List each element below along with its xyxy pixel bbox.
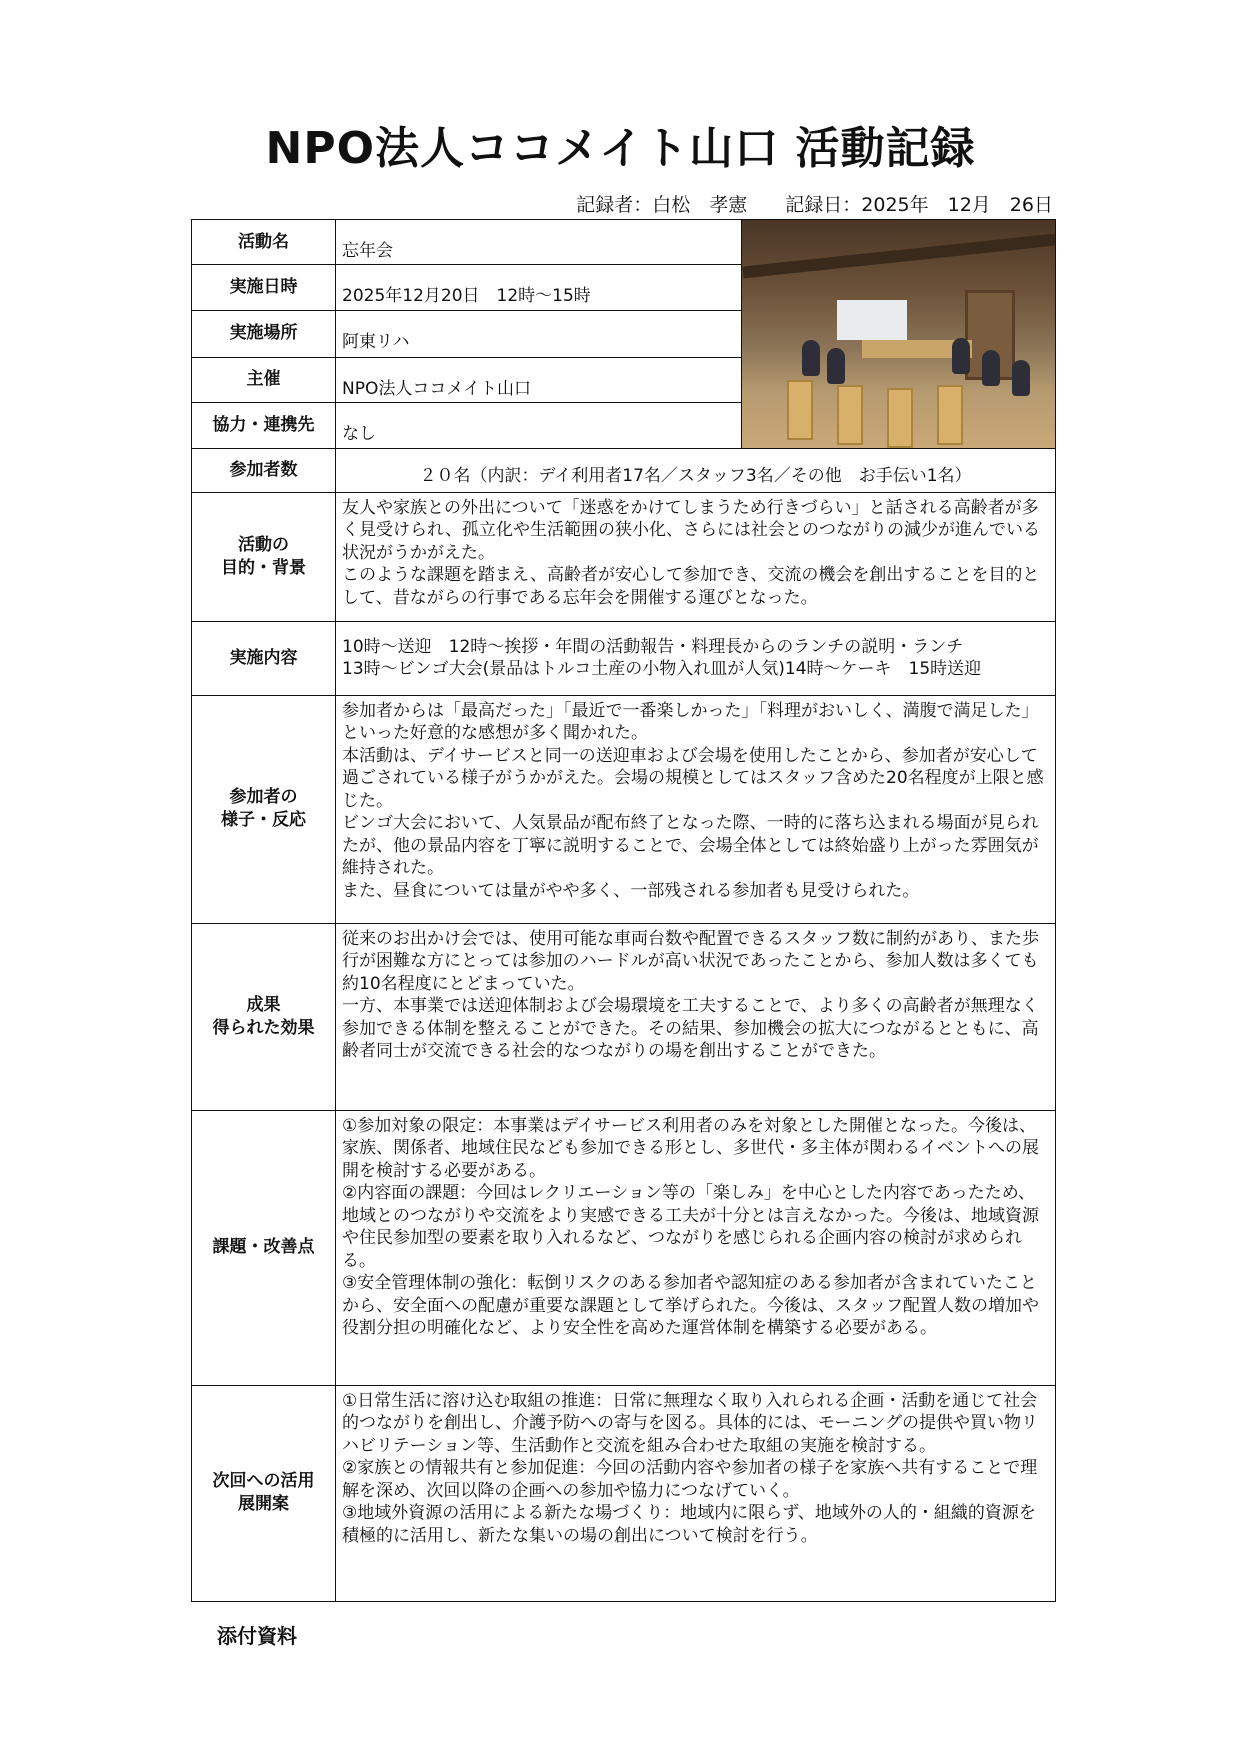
recorder: 記録者：白松 孝憲 — [576, 194, 748, 216]
label-reaction: 参加者の 様子・反応 — [192, 695, 336, 923]
row-issues — [192, 1110, 1056, 1385]
label-activity-name: 活動名 — [192, 220, 336, 265]
row-reaction — [192, 695, 1056, 923]
row-results — [192, 923, 1056, 1110]
row-purpose — [192, 492, 1056, 621]
label-date-time: 実施日時 — [192, 265, 336, 311]
row-participants — [192, 449, 1056, 493]
page-title: NPO法人ココメイト山口 活動記録 — [265, 123, 976, 174]
label-partners: 協力・連携先 — [192, 402, 336, 448]
value-issues: ①参加対象の限定：本事業はデイサービス利用者のみを対象とした開催となった。今後は、家族、関係者、地域住民なども参加できる形とし、多世代・多主体が関わるイベントへの展開を検討する必要がある。 ②内容面の課題：今回はレクリエーション等の「楽しみ」を中心とした内容であったため、地域とのつながりや交流をより実感できる工夫が十分とは言えなかった。今後は、地域資源や住民参加型の要素を取り入れるなど、つながりを感じられる企画内容の検討が求められる。 ③安全管理体制の強化：転倒リスクのある参加者や認知症のある参加者が含まれていたことから、安全面への配慮が重要な課題として挙げられた。今後は、スタッフ配置人数の増加や役割分担の明確化など、より安全性を高めた運営体制を構築する必要がある。 — [336, 1110, 1056, 1385]
event-photo — [742, 220, 1055, 448]
value-results: 従来のお出かけ会では、使用可能な車両台数や配置できるスタッフ数に制約があり、また歩行が困難な方にとっては参加のハードルが高い状況であったことから、参加人数は多くても約10名程度にとどまっていた。 一方、本事業では送迎体制および会場環境を工夫することで、より多くの高齢者が無理なく参加できる体制を整えることができた。その結果、参加機会の拡大につながるとともに、高齢者同士が交流できる社会的なつながりの場を創出することができた。 — [336, 923, 1056, 1110]
value-participants: ２０名（内訳：デイ利用者17名／スタッフ3名／その他 お手伝い1名） — [336, 449, 1056, 493]
row-activity-name — [192, 220, 1056, 265]
label-venue: 実施場所 — [192, 311, 336, 357]
value-next: ①日常生活に溶け込む取組の推進：日常に無理なく取り入れられる企画・活動を通じて社会的つながりを創出し、介護予防への寄与を図る。具体的には、モーニングの提供や買い物リハビリテーション等、生活動作と交流を組み合わせた取組の実施を検討する。 ②家族との情報共有と参加促進：今回の活動内容や参加者の様子を家族へ共有することで理解を深め、次回以降の企画への参加や協力につなげていく。 ③地域外資源の活用による新たな場づくり：地域内に限らず、地域外の人的・組織的資源を積極的に活用し、新たな集いの場の創出について検討を行う。 — [336, 1385, 1056, 1601]
activity-record-table — [191, 219, 1056, 1602]
value-content: 10時〜送迎 12時〜挨拶・年間の活動報告・料理長からのランチの説明・ランチ 13時〜ビンゴ大会(景品はトルコ土産の小物入れ皿が人気)14時〜ケーキ 15時送迎 — [336, 621, 1056, 695]
label-participants: 参加者数 — [192, 449, 336, 493]
row-content — [192, 621, 1056, 695]
label-content: 実施内容 — [192, 621, 336, 695]
attachments-heading: 添付資料 — [217, 1624, 297, 1648]
value-organizer: NPO法人ココメイト山口 — [336, 357, 742, 402]
label-results: 成果 得られた効果 — [192, 923, 336, 1110]
value-partners: なし — [336, 402, 742, 448]
value-activity-name: 忘年会 — [336, 220, 742, 265]
label-next: 次回への活用 展開案 — [192, 1385, 336, 1601]
record-meta — [576, 190, 1053, 217]
label-purpose: 活動の 目的・背景 — [192, 492, 336, 621]
value-date-time: 2025年12月20日 12時〜15時 — [336, 265, 742, 311]
photo-cell — [742, 220, 1056, 449]
value-purpose: 友人や家族との外出について「迷惑をかけてしまうため行きづらい」と話される高齢者が多く見受けられ、孤立化や生活範囲の狭小化、さらには社会とのつながりの減少が進んでいる状況がうかがえた。 このような課題を踏まえ、高齢者が安心して参加でき、交流の機会を創出することを目的として、昔ながらの行事である忘年会を開催する運びとなった。 — [336, 492, 1056, 621]
label-issues: 課題・改善点 — [192, 1110, 336, 1385]
value-venue: 阿東リハ — [336, 311, 742, 357]
row-next — [192, 1385, 1056, 1601]
record-date: 記録日：2025年 12月 26日 — [785, 194, 1053, 216]
label-organizer: 主催 — [192, 357, 336, 402]
value-reaction: 参加者からは「最高だった」「最近で一番楽しかった」「料理がおいしく、満腹で満足した」といった好意的な感想が多く聞かれた。 本活動は、デイサービスと同一の送迎車および会場を使用したことから、参加者が安心して過ごされている様子がうかがえた。会場の規模としてはスタッフ含めた20名程度が上限と感じた。 ビンゴ大会において、人気景品が配布終了となった際、一時的に落ち込まれる場面が見られたが、他の景品内容を丁寧に説明することで、会場全体としては終始盛り上がった雰囲気が維持された。 また、昼食については量がやや多く、一部残される参加者も見受けられた。 — [336, 695, 1056, 923]
